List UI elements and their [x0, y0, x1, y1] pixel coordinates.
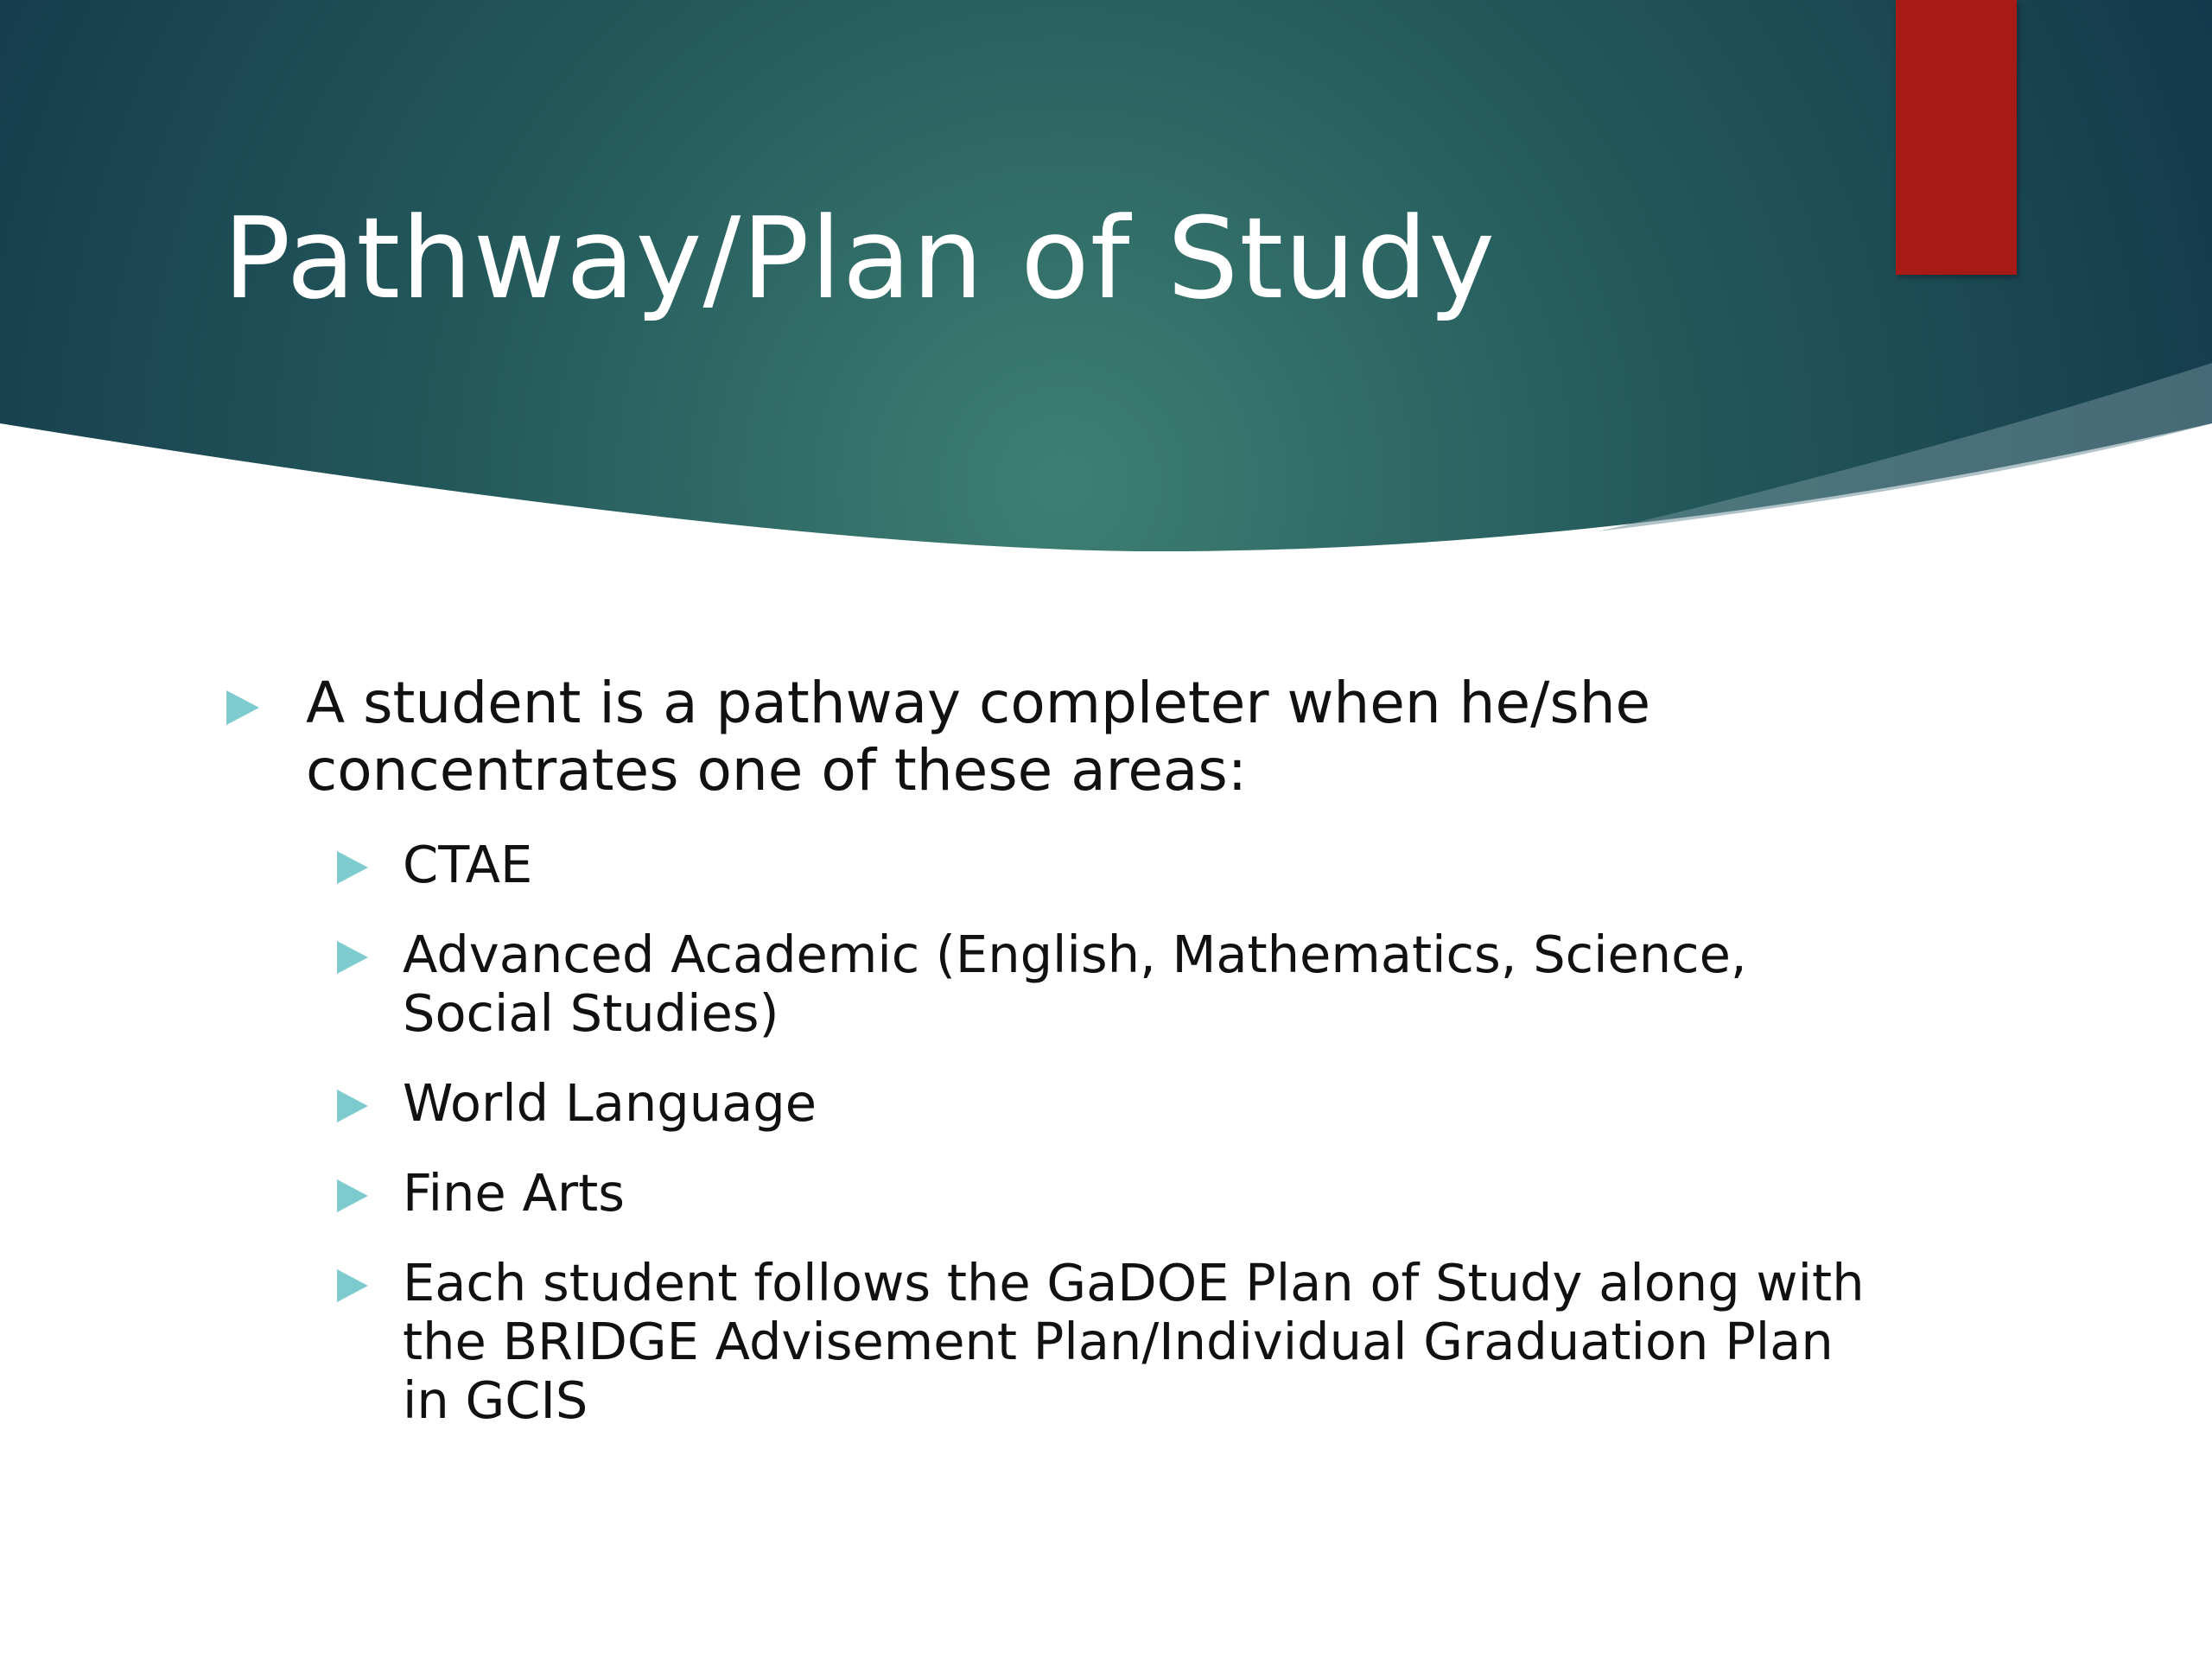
- sub-bullet-list: [223, 836, 1865, 1430]
- triangle-bullet-icon: [226, 690, 259, 725]
- sub-bullet-text: CTAE: [403, 835, 533, 894]
- sub-bullet-item: [223, 1074, 1865, 1133]
- triangle-bullet-icon: [337, 1090, 368, 1122]
- accent-bar: [1896, 0, 2017, 275]
- sub-bullet-text: Fine Arts: [403, 1163, 625, 1223]
- bullet-item: [223, 670, 1865, 804]
- triangle-bullet-icon: [337, 1179, 368, 1212]
- sub-bullet-text: World Language: [403, 1073, 817, 1133]
- bullet-text: A student is a pathway completer when he/she concentrates one of these areas:: [306, 670, 1651, 804]
- sub-bullet-item: [223, 836, 1865, 894]
- triangle-bullet-icon: [337, 941, 368, 974]
- triangle-bullet-icon: [337, 1269, 368, 1302]
- sub-bullet-item: [223, 925, 1865, 1043]
- slide-title: Pathway/Plan of Study: [223, 193, 1497, 324]
- sub-bullet-item: [223, 1254, 1865, 1430]
- sub-bullet-text: Advanced Academic (English, Mathematics, Science, Social Studies): [403, 925, 1747, 1043]
- sub-bullet-item: [223, 1164, 1865, 1223]
- sub-bullet-text: Each student follows the GaDOE Plan of Study along with the BRIDGE Advisement Plan/Individual Graduation Plan in GCIS: [403, 1253, 1865, 1430]
- triangle-bullet-icon: [337, 851, 368, 884]
- slide-content: [223, 670, 1865, 1461]
